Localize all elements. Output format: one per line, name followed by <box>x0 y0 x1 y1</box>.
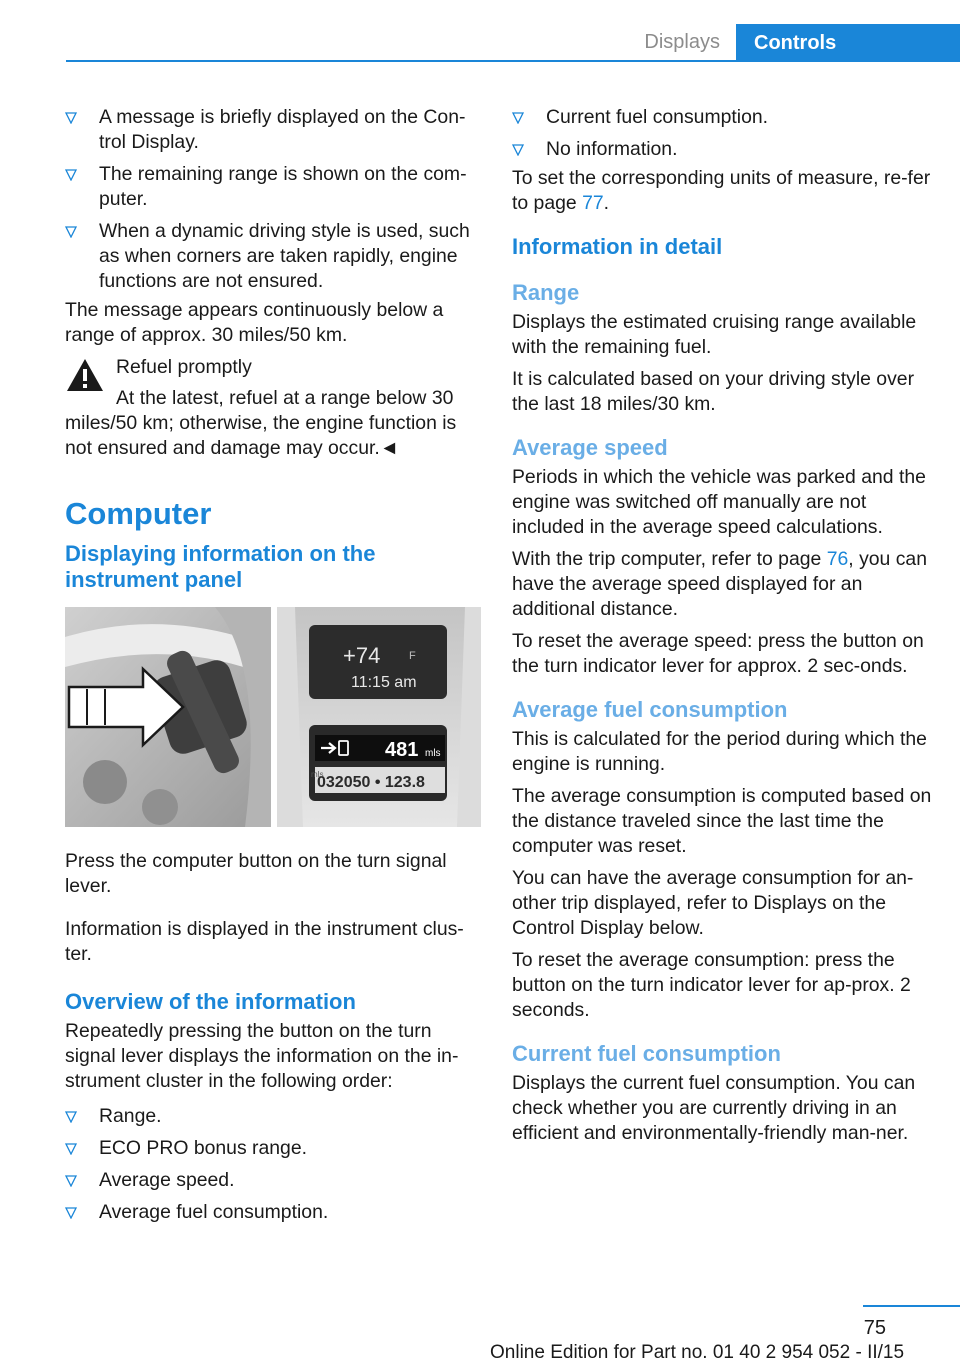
paragraph-message: The message appears continuously below a range of approx. 30 miles/50 km. <box>65 299 444 346</box>
speed-unit: F <box>409 650 416 662</box>
list-item-text: Range. <box>99 1105 162 1127</box>
paragraph-range-2: It is calculated based on your driving style over the last 18 miles/30 km. <box>512 368 915 415</box>
list-item-text: When a dynamic driving style is used, such as when corners are taken rapidly, engine functions are not ensured. <box>99 220 470 292</box>
paragraph-press-button: Press the computer button on the turn signal lever. <box>65 850 447 897</box>
right-column <box>512 102 932 1153</box>
list-item-text: No information. <box>546 138 678 160</box>
warning-text: At the latest, refuel at a range below 30 miles/50 km; otherwise, the engine function is not ensured and damage may occur.◄ <box>65 387 457 459</box>
odometer-unit: mls <box>311 770 324 779</box>
triangle-bullet-icon <box>65 1143 77 1155</box>
speed-display: +74 <box>343 643 381 668</box>
tab-displays[interactable]: Displays <box>644 31 720 53</box>
section-title-overview: Overview of the information <box>65 989 356 1014</box>
list-item <box>65 1133 481 1165</box>
paragraph-average-fuel-4: To reset the average consumption: press the button on the turn indicator lever for ap-prox. 2 seconds. <box>512 949 911 1021</box>
paragraph-average-speed-1: Periods in which the vehicle was parked and the engine was switched off manually are not included in the average speed calculations. <box>512 466 926 538</box>
paragraph-information-displayed: Information is displayed in the instrument clus-ter. <box>65 918 464 965</box>
triangle-bullet-icon <box>512 112 524 124</box>
list-item-text: A message is briefly displayed on the Con-trol Display. <box>99 106 466 153</box>
page-header <box>66 24 960 62</box>
units-text: To set the corresponding units of measure, re-fer to page <box>512 167 931 214</box>
time-display: 11:15 am <box>351 674 417 691</box>
list-item <box>65 1197 481 1229</box>
list-item-text: The remaining range is shown on the com-puter. <box>99 163 467 210</box>
bullet-list-continued <box>512 102 932 166</box>
list-item <box>65 1101 481 1133</box>
odometer-display: 032050 • 123.8 <box>317 774 425 791</box>
paragraph-overview: Repeatedly pressing the button on the turn signal lever displays the information on the in-strument cluster in the following order: <box>65 1020 459 1092</box>
section-title-average-speed: Average speed <box>512 435 668 460</box>
steering-and-cluster-illustration <box>65 607 481 827</box>
footer-rule <box>863 1305 960 1307</box>
paragraph-average-fuel-3: You can have the average consumption for an-other trip displayed, refer to Displays on the Control Display below. <box>512 867 914 939</box>
paragraph-current-fuel: Displays the current fuel consumption. You can check whether you are currently driving in an efficient and environmentally-friendly man-ner. <box>512 1072 916 1144</box>
list-item <box>65 216 481 298</box>
section-title-average-fuel: Average fuel consumption <box>512 697 788 722</box>
triangle-bullet-icon <box>65 1207 77 1219</box>
warning-block <box>65 355 481 461</box>
tab-controls[interactable]: Controls <box>736 24 960 62</box>
section-title-instrument-panel: Displaying information on the instrument panel <box>65 541 376 592</box>
triangle-bullet-icon <box>65 169 77 181</box>
left-column <box>65 102 481 1229</box>
list-item-text: Current fuel consumption. <box>546 106 769 128</box>
triangle-bullet-icon <box>65 226 77 238</box>
bullet-list-message <box>65 102 481 298</box>
paragraph-average-speed-2 <box>512 547 932 622</box>
paragraph-average-fuel-2: The average consumption is computed based on the distance traveled since the last time the computer was reset. <box>512 785 932 857</box>
paragraph-units <box>512 166 932 216</box>
list-item <box>65 159 481 216</box>
triangle-bullet-icon <box>65 1111 77 1123</box>
list-item-text: ECO PRO bonus range. <box>99 1137 308 1159</box>
units-text-end: . <box>603 192 610 214</box>
section-title-range: Range <box>512 280 580 305</box>
page-number: 75 <box>863 1317 886 1339</box>
warning-triangle-icon <box>65 357 105 393</box>
bullet-list-order <box>65 1101 481 1229</box>
list-item-text: Average speed. <box>99 1169 235 1191</box>
page-link-76[interactable]: 76 <box>826 548 849 570</box>
section-title-current-fuel: Current fuel consumption <box>512 1041 781 1066</box>
list-item <box>512 134 932 166</box>
list-item <box>65 102 481 159</box>
warning-title: Refuel promptly <box>116 356 252 378</box>
range-unit: mls <box>425 748 441 759</box>
instrument-panel-photo <box>65 607 481 827</box>
average-speed-text-end: , you can have the average speed displayed for an additional distance. <box>512 548 927 620</box>
paragraph-range-1: Displays the estimated cruising range available with the remaining fuel. <box>512 311 917 358</box>
chapter-title: Computer <box>65 496 212 531</box>
triangle-bullet-icon <box>65 112 77 124</box>
section-title-information-detail: Information in detail <box>512 234 723 259</box>
paragraph-average-fuel-1: This is calculated for the period during which the engine is running. <box>512 728 927 775</box>
average-speed-text: With the trip computer, refer to page <box>512 548 827 570</box>
triangle-bullet-icon <box>512 144 524 156</box>
list-item <box>512 102 932 134</box>
paragraph-average-speed-3: To reset the average speed: press the button on the turn indicator lever for approx. 2 sec-onds. <box>512 630 924 677</box>
footer-edition: Online Edition for Part no. 01 40 2 954 052 - II/15 <box>490 1342 905 1362</box>
triangle-bullet-icon <box>65 1175 77 1187</box>
list-item-text: Average fuel consumption. <box>99 1201 329 1223</box>
page-link-77[interactable]: 77 <box>582 192 604 214</box>
list-item <box>65 1165 481 1197</box>
range-value: 481 <box>385 739 419 761</box>
